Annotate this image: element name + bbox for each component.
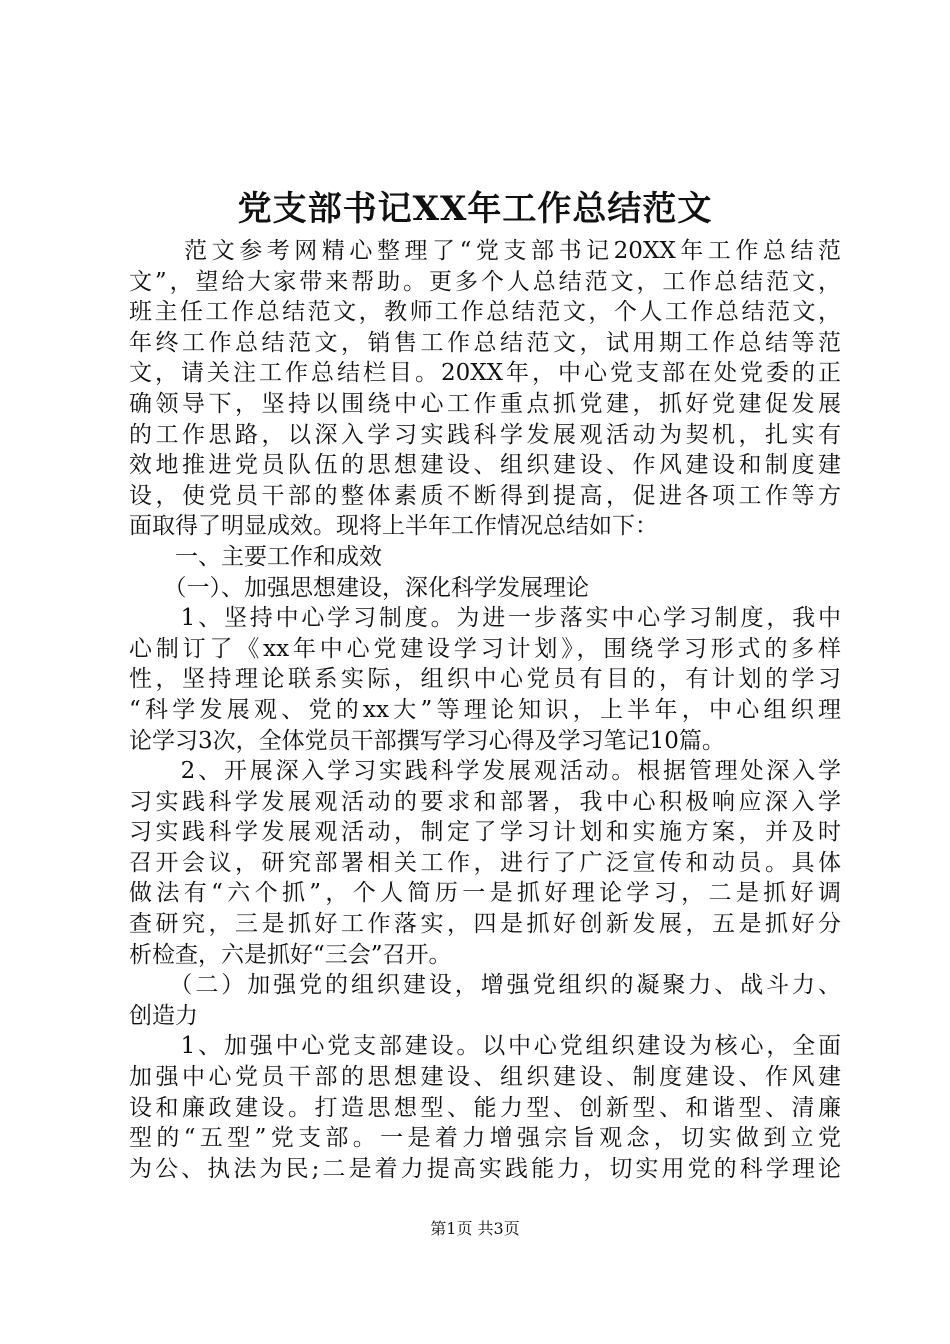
- body-line: 心制订了《xx年中心党建设学习计划》，围绕学习形式的多样: [129, 635, 841, 662]
- body-line: 班主任工作总结范文，教师工作总结范文，个人工作总结范文，: [129, 299, 841, 326]
- body-line: “科学发展观、党的xx大”等理论知识，上半年，中心组织理: [129, 696, 841, 723]
- body-line: 1、坚持中心学习制度。为进一步落实中心学习制度，我中: [129, 605, 841, 632]
- body-line: 习实践科学发展观活动的要求和部署，我中心积极响应深入学: [129, 788, 841, 815]
- body-line: 加强中心党员干部的思想建设、组织建设、制度建设、作风建: [129, 1064, 841, 1091]
- body-line: 年终工作总结范文，销售工作总结范文，试用期工作总结等范: [129, 329, 841, 356]
- body-line: 型的“五型”党支部。一是着力增强宗旨观念，切实做到立党: [129, 1125, 841, 1152]
- body-line: 文”，望给大家带来帮助。更多个人总结范文，工作总结范文，: [129, 268, 841, 295]
- body-line: 习实践科学发展观活动，制定了学习计划和实施方案，并及时: [129, 819, 841, 846]
- body-line: 1、加强中心党支部建设。以中心党组织建设为核心，全面: [129, 1033, 841, 1060]
- body-line: 设，使党员干部的整体素质不断得到提高，促进各项工作等方: [129, 482, 841, 509]
- body-line: 性，坚持理论联系实际，组织中心党员有目的，有计划的学习: [129, 666, 841, 693]
- document-title: 党支部书记XX年工作总结范文: [237, 189, 713, 229]
- body-line: 查研究，三是抓好工作落实，四是抓好创新发展，五是抓好分: [129, 911, 841, 938]
- body-line: 效地推进党员队伍的思想建设、组织建设、作风建设和制度建: [129, 452, 841, 479]
- body-line: 一、主要工作和成效: [129, 543, 382, 570]
- body-line: 2、开展深入学习实践科学发展观活动。根据管理处深入学: [129, 758, 841, 785]
- body-line: 创造力: [129, 1002, 198, 1029]
- body-line: 做法有“六个抓”，个人简历一是抓好理论学习，二是抓好调: [129, 880, 841, 907]
- document-body: [129, 236, 841, 1184]
- body-line: 析检查，六是抓好“三会”召开。: [129, 941, 452, 968]
- body-line: 范文参考网精心整理了“党支部书记20XX年工作总结范: [129, 238, 841, 264]
- body-line: 确领导下，坚持以围绕中心工作重点抓党建，抓好党建促发展: [129, 390, 841, 417]
- page-footer: 第1页 共3页: [430, 1219, 520, 1238]
- body-line: 文，请关注工作总结栏目。20XX年，中心党支部在处党委的正: [129, 360, 841, 387]
- body-line: 为公、执法为民;二是着力提高实践能力，切实用党的科学理论: [129, 1155, 841, 1182]
- body-line: 面取得了明显成效。现将上半年工作情况总结如下：: [129, 513, 658, 540]
- body-line: 召开会议，研究部署相关工作，进行了广泛宣传和动员。具体: [129, 849, 841, 876]
- body-line: 论学习3次，全体党员干部撰写学习心得及学习笔记10篇。: [129, 727, 725, 754]
- body-line: （二）加强党的组织建设，增强党组织的凝聚力、战斗力、: [129, 972, 841, 999]
- body-line: 的工作思路，以深入学习实践科学发展观活动为契机，扎实有: [129, 421, 841, 448]
- body-line: （一）、加强思想建设，深化科学发展理论: [129, 574, 589, 601]
- body-line: 设和廉政建设。打造思想型、能力型、创新型、和谐型、清廉: [129, 1094, 841, 1121]
